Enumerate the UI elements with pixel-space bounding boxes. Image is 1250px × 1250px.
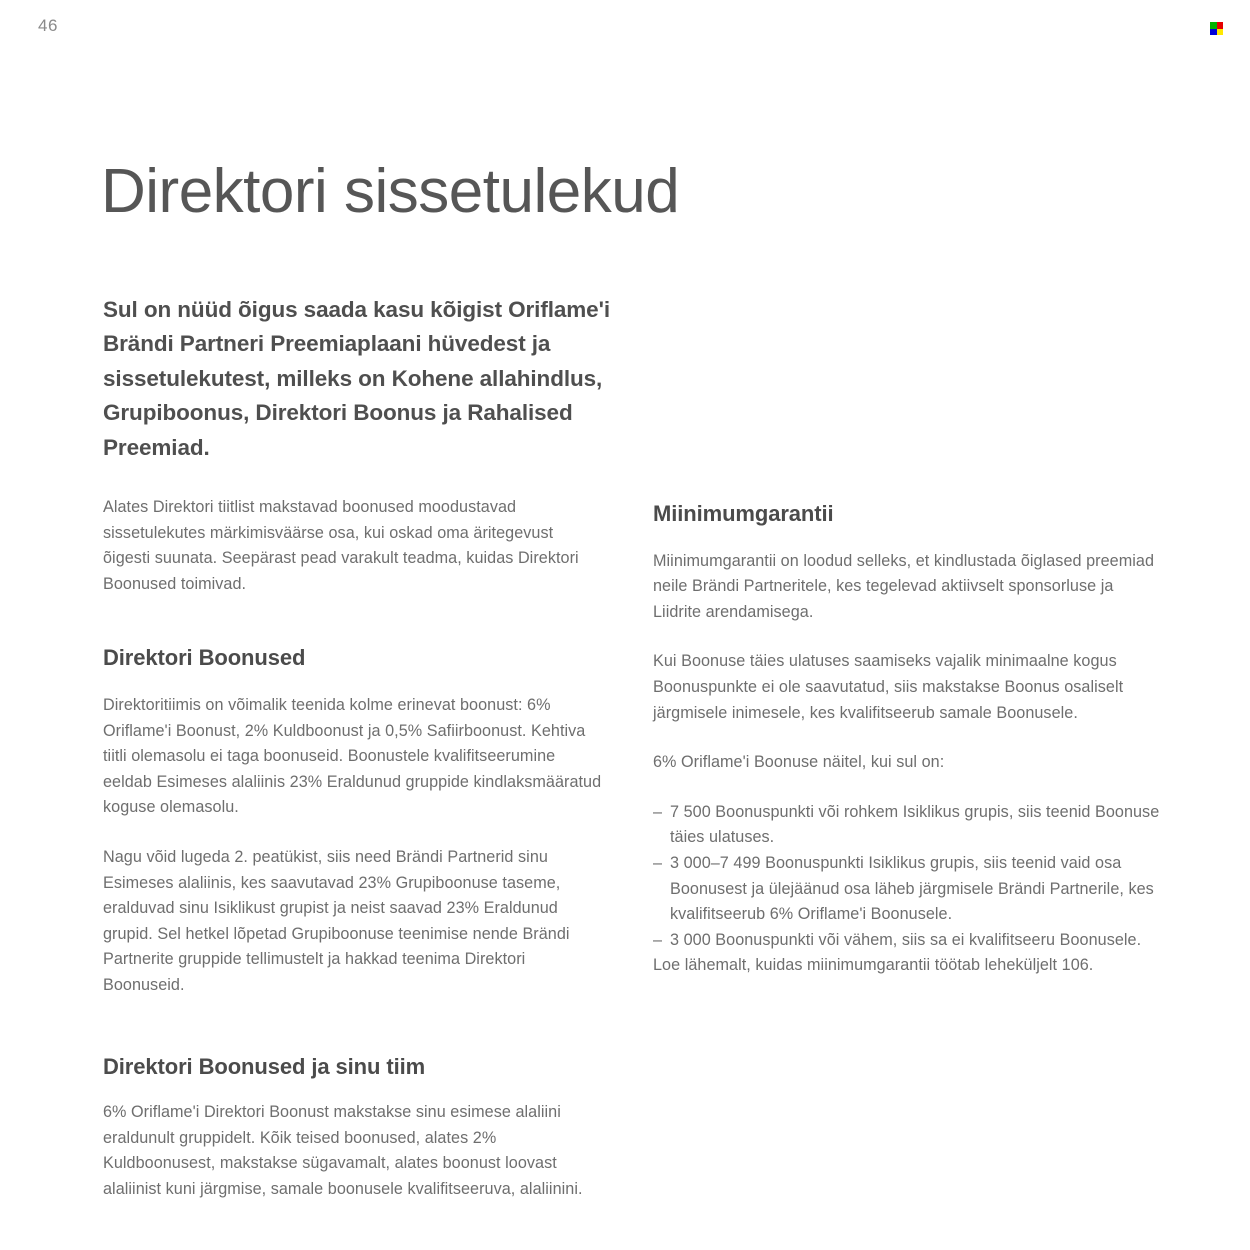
list-item-label: 7 500 Boonuspunkti või rohkem Isiklikus grupis, siis teenid Boonuse täies ulatuses. xyxy=(670,802,1160,847)
left-paragraph-3: 6% Oriflame'i Direktori Boonust makstakse sinu esimese alaliini eraldunult gruppidelt. Kõik teised boonused, alates 2% Kuldboonusest, makstakse sügavamalt, alates boonust loovast alaliinist kuni järgmise, samale boonusele kvalifitseeruva, alaliinini. xyxy=(103,1103,583,1198)
list-item xyxy=(653,800,1163,851)
dash-bullet-icon: – xyxy=(653,802,663,821)
right-column xyxy=(653,500,1163,979)
heading-direktori-boonused: Direktori Boonused xyxy=(103,645,306,671)
dash-bullet-icon: – xyxy=(653,930,663,949)
color-registration-mark xyxy=(1210,22,1223,35)
left-intro-paragraph: Alates Direktori tiitlist makstavad boonused moodustavad sissetulekutes märkimisväärse osa, kui oskad oma äritegevust õigesti suunata. Seepärast pead varakult teadma, kuidas Direktori Boonused toimivad. xyxy=(103,498,579,593)
left-column xyxy=(103,495,603,1202)
left-paragraph-1: Direktoritiimis on võimalik teenida kolme erinevat boonust: 6% Oriflame'i Boonust, 2% Kuldboonust ja 0,5% Safiirboonust. Kehtiva tiitli olemasolu ei taga boonuseid. Boonustele kvalifitseerumine eeldab Esimeses alaliinis 23% Eraldunud gruppide kindlaksmääratud koguse olemasolu. xyxy=(103,695,602,817)
list-item xyxy=(653,928,1163,954)
lead-paragraph: Sul on nüüd õigus saada kasu kõigist Oriflame'i Brändi Partneri Preemiaplaani hüvedest ja sissetulekutest, milleks on Kohene allahindlus, Grupiboonus, Direktori Boonus ja Rahalised Preemiad. xyxy=(103,297,610,460)
heading-miinimumgarantii: Miinimumgarantii xyxy=(653,501,834,526)
bonus-point-tier-list xyxy=(653,800,1163,954)
list-item-label: 3 000 Boonuspunkti või vähem, siis sa ei kvalifitseeru Boonusele. xyxy=(670,930,1142,949)
list-item xyxy=(653,851,1163,928)
page-number: 46 xyxy=(38,16,58,35)
right-closing-paragraph: Loe lähemalt, kuidas miinimumgarantii töötab leheküljelt 106. xyxy=(653,956,1094,975)
right-paragraph-2: Kui Boonuse täies ulatuses saamiseks vajalik minimaalne kogus Boonuspunkte ei ole saavutatud, siis makstakse Boonus osaliselt järgmisele inimesele, kes kvalifitseerub samale Boonusele. xyxy=(653,652,1124,722)
right-paragraph-1: Miinimumgarantii on loodud selleks, et kindlustada õiglased preemiad neile Brändi Partneritele, kes tegelevad aktiivselt sponsorluse ja Liidrite arendamisega. xyxy=(653,551,1154,621)
dash-bullet-icon: – xyxy=(653,853,663,872)
right-paragraph-3: 6% Oriflame'i Boonuse näitel, kui sul on: xyxy=(653,753,945,772)
reg-mark-swatch-yellow xyxy=(1217,29,1224,36)
list-item-label: 3 000–7 499 Boonuspunkti Isiklikus grupis, siis teenid vaid osa Boonusest ja ülejäänud osa läheb järgmisele Brändi Partnerile, kes kvalifitseerub 6% Oriflame'i Boonusele. xyxy=(670,853,1154,924)
left-paragraph-2: Nagu võid lugeda 2. peatükist, siis need Brändi Partnerid sinu Esimeses alaliinis, kes saavutavad 23% Grupiboonuse taseme, eralduvad sinu Isiklikust grupist ja neist saavad 23% Eraldunud grupid. Sel hetkel lõpetad Grupiboonuse teenimise nende Brändi Partnerite gruppide tellimustelt ja hakkad teenima Direktori Boonuseid. xyxy=(103,847,570,994)
heading-direktori-boonused-ja-sinu-tiim: Direktori Boonused ja sinu tiim xyxy=(103,1053,426,1079)
lead-paragraph-block xyxy=(103,293,633,465)
page-title: Direktori sissetulekud xyxy=(101,157,680,226)
